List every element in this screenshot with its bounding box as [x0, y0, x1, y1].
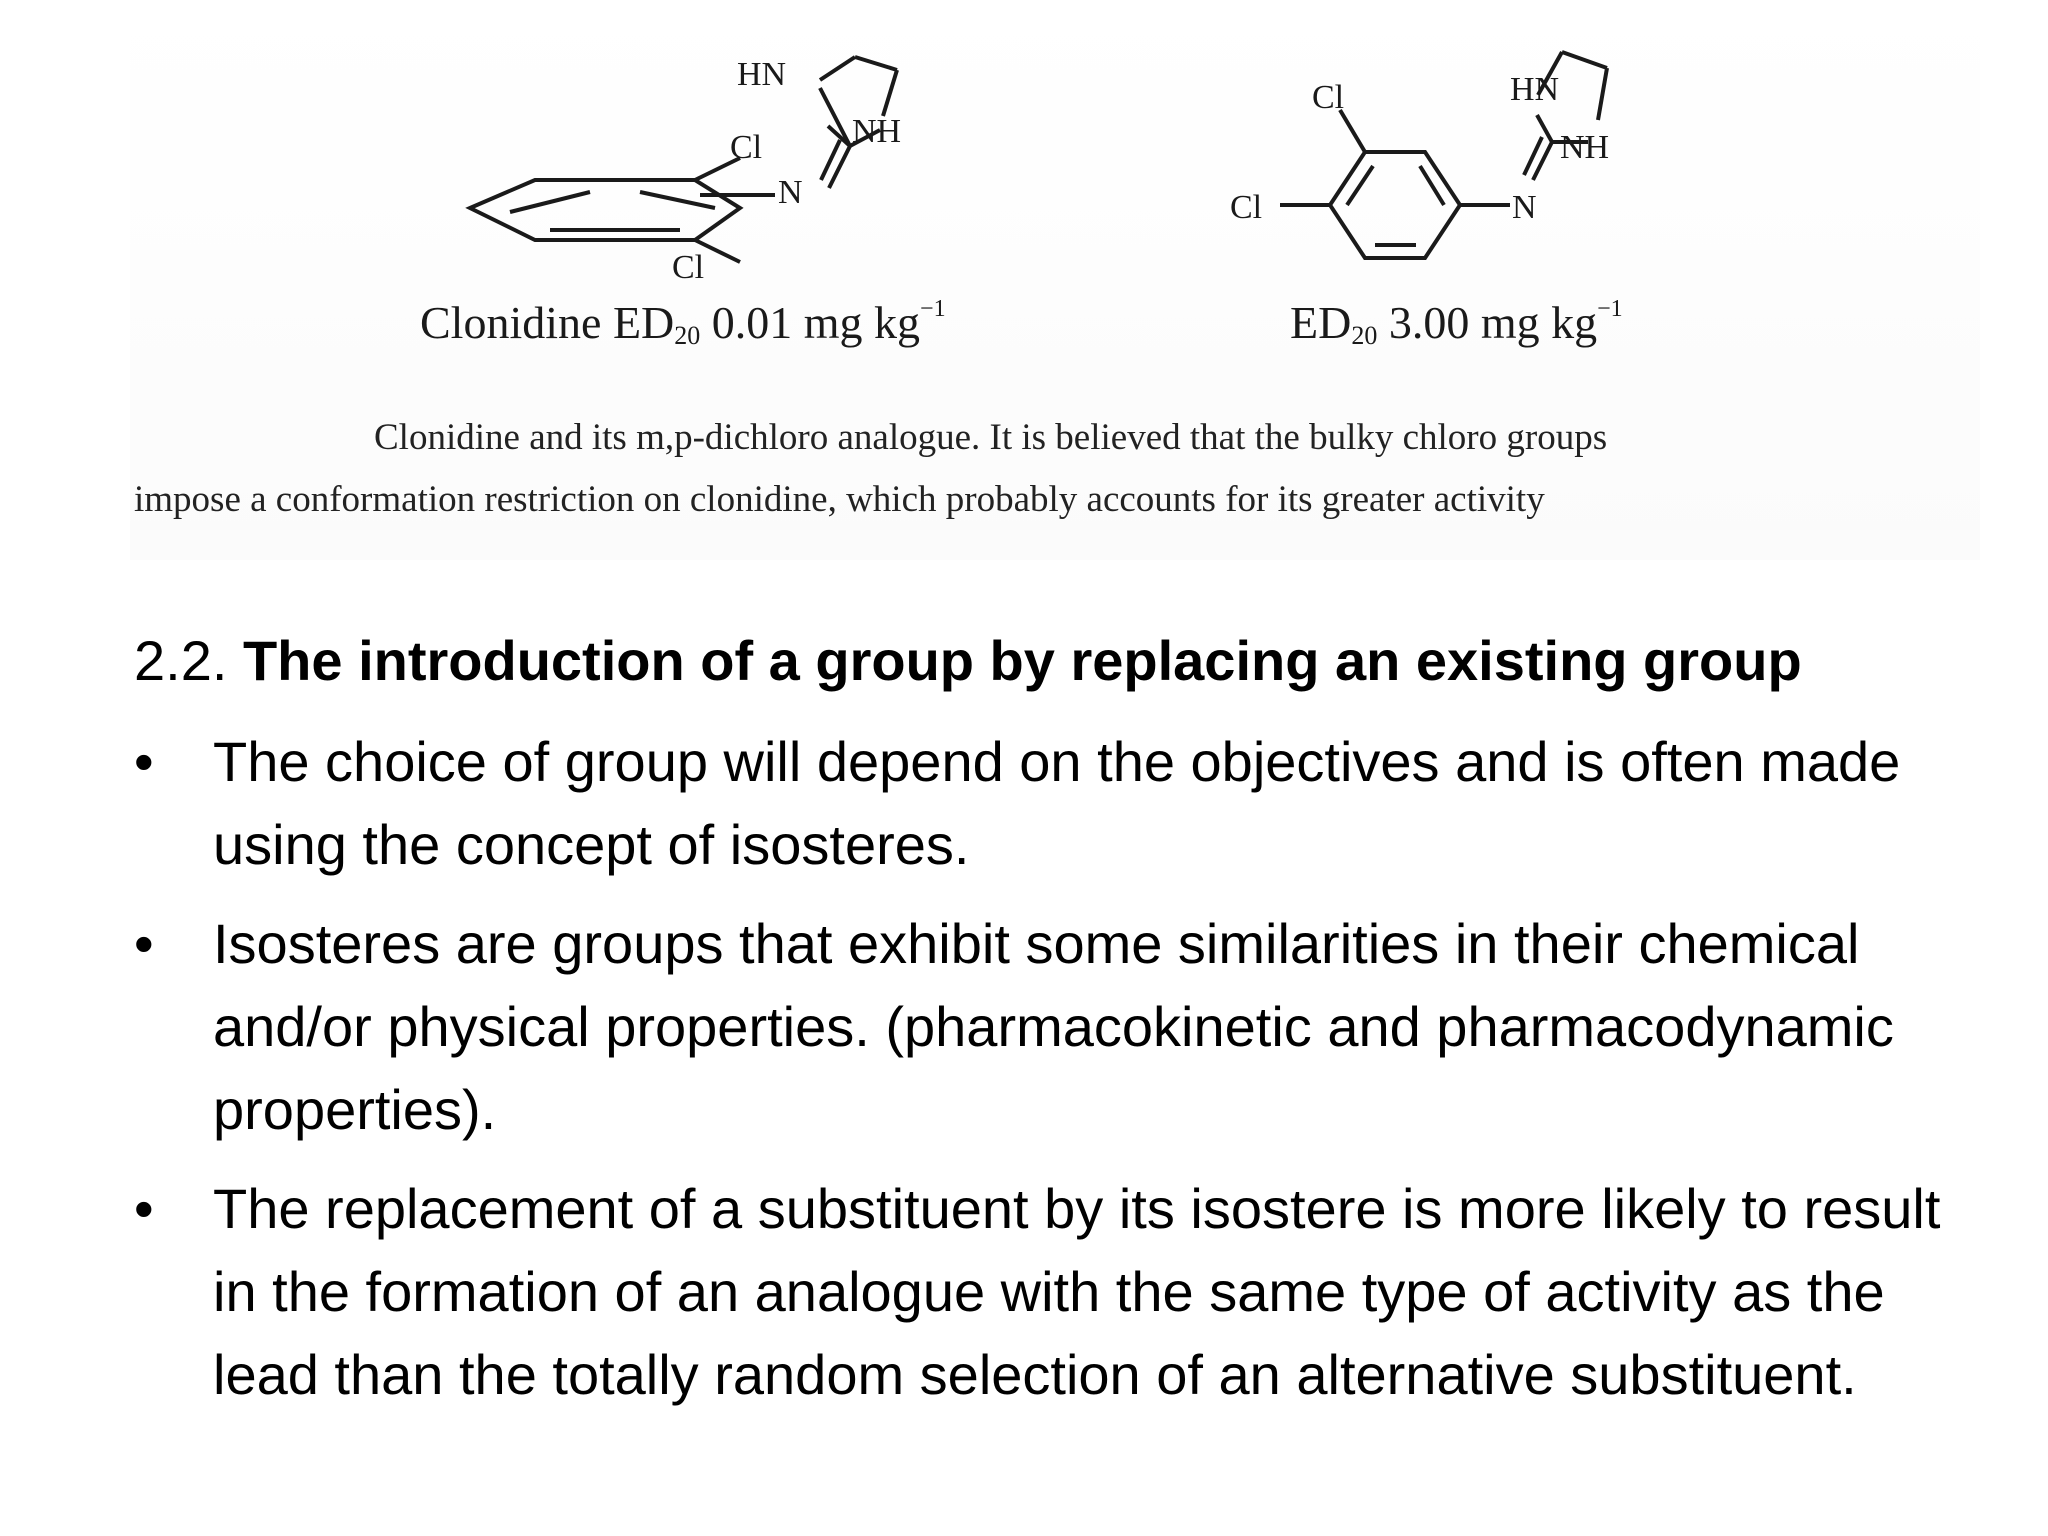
label-prefix: Clonidine ED	[420, 297, 675, 348]
section-heading	[134, 628, 1802, 693]
clonidine-structure	[440, 40, 960, 290]
bullet-icon: •	[134, 1177, 154, 1240]
atom-cl-top: Cl	[730, 129, 763, 166]
section-number: 2.2.	[134, 629, 228, 692]
label-superscript: −1	[920, 296, 946, 322]
label-subscript: 20	[674, 321, 701, 350]
bullet-text: Isosteres are groups that exhibit some similarities in their chemical and/or physical properties. (pharmacokinetic and pharmacodynamic properties).	[213, 912, 1894, 1141]
atom-cl-left: Cl	[1230, 189, 1263, 226]
bullet-icon: •	[134, 912, 154, 975]
bullet-icon: •	[134, 730, 154, 793]
atom-cl-top: Cl	[1312, 79, 1345, 116]
bullet-item	[134, 720, 1994, 886]
bullet-item	[134, 1167, 1994, 1416]
label-prefix: ED	[1290, 297, 1352, 348]
atom-n: N	[1512, 189, 1537, 226]
bullet-item	[134, 902, 1994, 1151]
bullet-text: The replacement of a substituent by its isostere is more likely to result in the formation of an analogue with the same type of activity as the lead than the totally random selection of an alternative substituent.	[213, 1177, 1941, 1406]
caption-line-1: Clonidine and its m,p-dichloro analogue. It is believed that the bulky chloro groups	[374, 417, 1608, 458]
atom-nh: NH	[1560, 129, 1610, 166]
caption-line-2: impose a conformation restriction on clonidine, which probably accounts for its greater activity	[134, 479, 1545, 520]
bullet-list	[134, 720, 1994, 1432]
figure-caption	[134, 407, 1964, 531]
label-superscript: −1	[1597, 296, 1623, 322]
atom-nh: NH	[852, 113, 902, 150]
label-subscript: 20	[1351, 321, 1378, 350]
dichloro-analogue-structure	[1220, 40, 1680, 270]
atom-hn: HN	[1510, 71, 1560, 108]
clonidine-ed20-label	[420, 296, 946, 351]
bullet-text: The choice of group will depend on the objectives and is often made using the concept of isosteres.	[213, 730, 1901, 876]
label-value: 3.00 mg kg	[1377, 297, 1598, 348]
atom-cl-bottom: Cl	[672, 249, 705, 286]
label-value: 0.01 mg kg	[700, 297, 921, 348]
atom-hn: HN	[737, 56, 787, 93]
atom-n: N	[778, 174, 803, 211]
section-title: The introduction of a group by replacing an existing group	[242, 629, 1802, 692]
analogue-ed20-label	[1290, 296, 1623, 351]
